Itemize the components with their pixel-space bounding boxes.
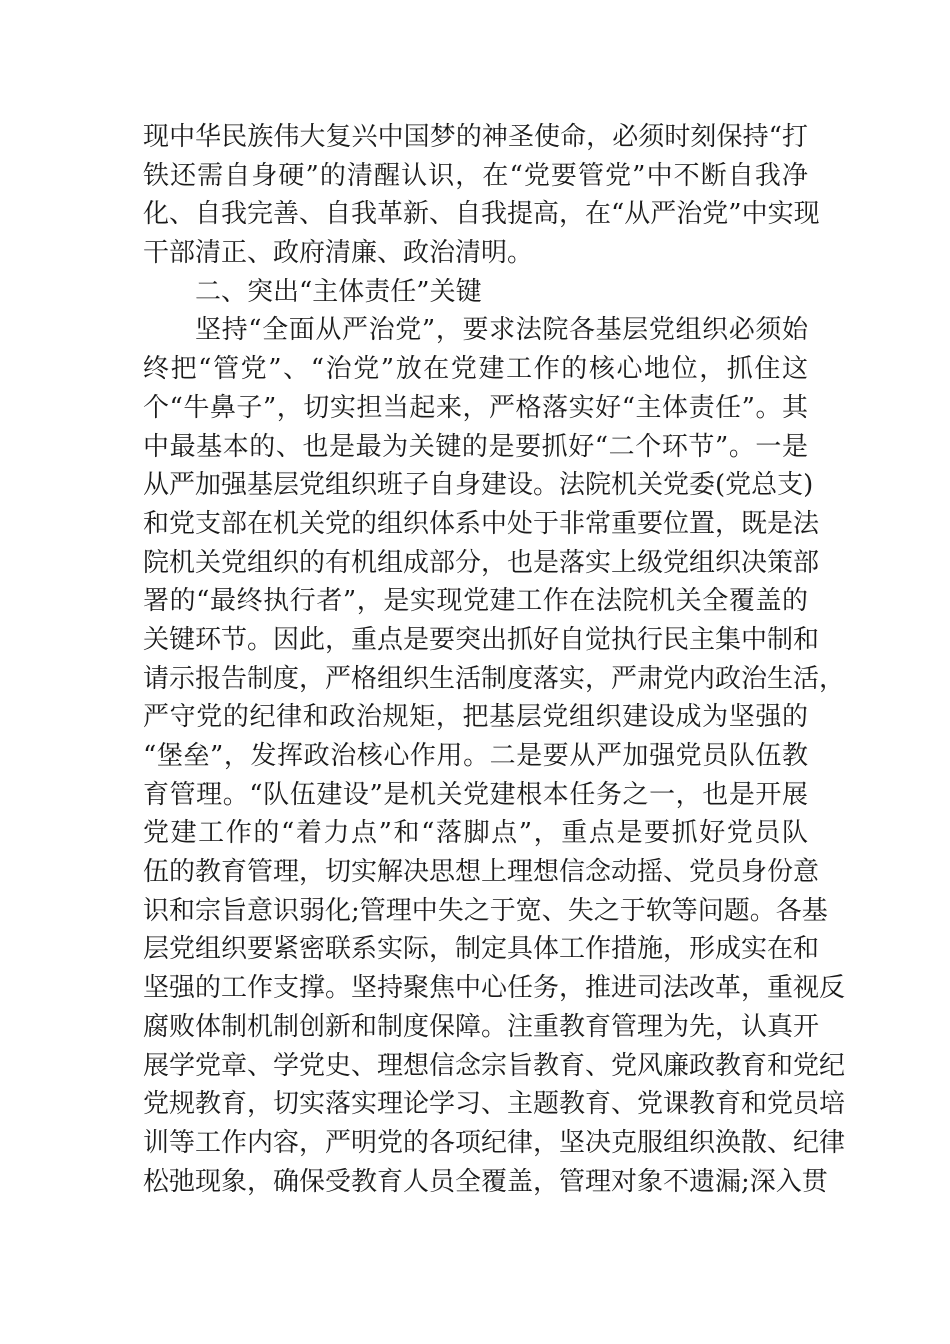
text-line: 署的“最终执行者”，是实现党建工作在法院机关全覆盖的 <box>143 586 808 617</box>
text-line: 坚强的工作支撑。坚持聚焦中心任务，推进司法改革，重视反 <box>143 973 846 1004</box>
text-line: 化、自我完善、自我革新、自我提高，在“从严治党”中实现 <box>143 199 820 230</box>
section-heading: 二、突出“主体责任”关键 <box>195 276 482 307</box>
text-line: 个“牛鼻子”，切实担当起来，严格落实好“主体责任”。其 <box>143 392 808 423</box>
document-body <box>143 118 846 1201</box>
text-line: 关键环节。因此，重点是要突出抓好自觉执行民主集中制和 <box>143 624 820 655</box>
text-line: 干部清正、政府清廉、政治清明。 <box>143 238 534 269</box>
text-line: 党规教育，切实落实理论学习、主题教育、党课教育和党员培 <box>143 1089 846 1120</box>
text-line: 请示报告制度，严格组织生活制度落实，严肃党内政治生活， <box>143 663 846 694</box>
text-line: 展学党章、学党史、理想信念宗旨教育、党风廉政教育和党纪 <box>143 1050 846 1081</box>
text-line: 识和宗旨意识弱化;管理中失之于宽、失之于软等问题。各基 <box>143 895 828 926</box>
text-line: 党建工作的“着力点”和“落脚点”，重点是要抓好党员队 <box>143 818 808 849</box>
text-line: 中最基本的、也是最为关键的是要抓好“二个环节”。一是 <box>143 431 808 462</box>
text-line: 从严加强基层党组织班子自身建设。法院机关党委(党总支) <box>143 470 814 501</box>
text-line: 和党支部在机关党的组织体系中处于非常重要位置，既是法 <box>143 508 820 539</box>
text-line: 育管理。“队伍建设”是机关党建根本任务之一，也是开展 <box>143 779 808 810</box>
text-line: 铁还需自身硬”的清醒认识，在“党要管党”中不断自我净 <box>143 160 808 191</box>
paragraph-continued <box>143 118 820 273</box>
text-line: 腐败体制机制创新和制度保障。注重教育管理为先，认真开 <box>143 1011 820 1042</box>
paragraph-main <box>143 311 846 1201</box>
text-line: 伍的教育管理，切实解决思想上理想信念动摇、党员身份意 <box>143 857 820 888</box>
text-line: 坚持“全面从严治党”，要求法院各基层党组织必须始 <box>195 315 808 346</box>
text-line: 院机关党组织的有机组成部分，也是落实上级党组织决策部 <box>143 547 820 578</box>
text-line: “堡垒”，发挥政治核心作用。二是要从严加强党员队伍教 <box>143 741 808 771</box>
text-line: 层党组织要紧密联系实际，制定具体工作措施，形成实在和 <box>143 934 820 965</box>
text-line: 严守党的纪律和政治规矩，把基层党组织建设成为坚强的 <box>143 702 808 733</box>
text-line: 现中华民族伟大复兴中国梦的神圣使命，必须时刻保持“打 <box>143 122 808 152</box>
text-line: 终把“管党”、“治党”放在党建工作的核心地位，抓住这 <box>143 354 808 385</box>
text-line: 训等工作内容，严明党的各项纪律，坚决克服组织涣散、纪律 <box>143 1127 846 1158</box>
text-line: 松弛现象，确保受教育人员全覆盖，管理对象不遗漏;深入贯 <box>143 1166 828 1197</box>
